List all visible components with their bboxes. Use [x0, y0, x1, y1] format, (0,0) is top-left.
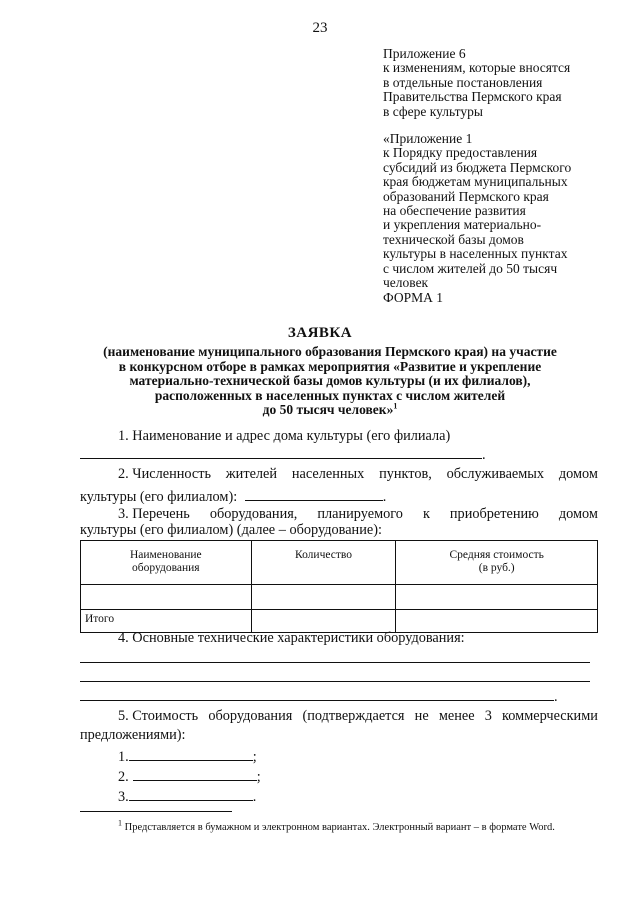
total-label: Итого: [81, 610, 252, 633]
offer-list-item: [118, 746, 257, 766]
offer-2-field[interactable]: [133, 766, 257, 781]
header-average-cost: Средняя стоимость (в руб.): [396, 541, 598, 585]
item-5-cont: предложениями):: [80, 727, 186, 743]
offer-number: 3.: [118, 789, 129, 805]
item-4-period: .: [554, 689, 558, 705]
subtitle-line: (наименование муниципального образования Пермского края) на участие: [103, 344, 557, 359]
footnote-separator: [80, 811, 232, 812]
offer-semicolon: ;: [252, 749, 257, 765]
appendix-6-line: Правительства Пермского края: [383, 89, 562, 105]
item-2-word: населенных: [291, 466, 365, 482]
appendix-6-line: в сфере культуры: [383, 103, 483, 119]
appendix-1-header: [383, 132, 623, 290]
subtitle-line: [60, 403, 600, 418]
item-2-cont-text: культуры (его филиалом):: [80, 489, 238, 505]
item-3-word: приобретению: [449, 506, 539, 522]
item-5-word: 5. Стоимость: [118, 708, 199, 724]
subtitle-line: материально-технической базы домов культуры (и их филиалов),: [129, 373, 531, 388]
subtitle-line-text: до 50 тысяч человек»: [262, 402, 394, 417]
item-2-word: обслуживаемых: [446, 466, 545, 482]
item-2-word: домом: [558, 466, 598, 482]
item-1-answer-line: [80, 444, 486, 464]
item-5-word: 3: [484, 708, 492, 724]
subtitle-line: расположенных в населенных пунктах с числом жителей: [154, 387, 506, 403]
item-5-word: менее: [438, 708, 475, 724]
form-label: ФОРМА 1: [383, 290, 443, 305]
appendix-6-line: Приложение 6: [383, 46, 466, 61]
offer-list-item: [118, 786, 256, 806]
footnote-mark: 1: [118, 818, 122, 828]
appendix-1-line: технической базы домов: [383, 231, 524, 247]
appendix-1-line: культуры в населенных пунктах: [383, 246, 568, 262]
offer-number: 2.: [118, 769, 129, 785]
item-1-period: .: [482, 447, 486, 463]
page-number: 23: [312, 20, 328, 36]
appendix-1-line: на обеспечение развития: [383, 203, 526, 219]
appendix-1-line: и укрепления материально-: [383, 217, 542, 233]
item-3-word: домом: [558, 506, 598, 522]
appendix-6-header: [383, 47, 623, 119]
table-cell-quantity[interactable]: [251, 585, 396, 610]
subtitle-line: в конкурсном отборе в рамках мероприятия «Развитие и укрепление: [118, 358, 542, 374]
item-3-word: оборудования,: [209, 506, 298, 522]
header-equipment-name: Наименование оборудования: [81, 541, 252, 585]
item-1-label: 1. Наименование и адрес дома культуры (его филиала): [118, 428, 451, 444]
tech-specs-line-2[interactable]: [80, 681, 590, 682]
item-5-word: коммерческими: [502, 708, 598, 724]
table-cell-equipment[interactable]: [81, 585, 252, 610]
table-cell-cost[interactable]: [396, 585, 598, 610]
item-2-period: .: [382, 489, 387, 505]
item-2-line: [118, 466, 598, 483]
header-quantity: Количество: [251, 541, 396, 585]
subtitle-footnote-mark: 1: [393, 401, 398, 411]
item-3-word: планируемого: [317, 506, 403, 522]
table-header-row: [81, 541, 598, 585]
item-2-word: пунктов,: [379, 466, 432, 482]
appendix-1-line: субсидий из бюджета Пермского: [383, 159, 572, 175]
item-3-word: к: [422, 506, 430, 522]
offer-1-field[interactable]: [129, 746, 253, 761]
appendix-6-line: в отдельные постановления: [383, 74, 543, 90]
offer-3-field[interactable]: [129, 786, 253, 801]
item-5-word: не: [414, 708, 429, 724]
footnote-text: Представляется в бумажном и электронном вариантах. Электронный вариант – в формате Word.: [124, 822, 555, 833]
item-2-word: 2. Численность: [118, 466, 211, 482]
item-2-cont-line: [80, 486, 386, 506]
table-row: [81, 585, 598, 610]
appendix-1-line: к Порядку предоставления: [383, 145, 538, 161]
offer-period: .: [252, 789, 257, 805]
tech-specs-field[interactable]: [80, 686, 554, 701]
offer-number: 1.: [118, 749, 129, 765]
document-title: ЗАЯВКА: [287, 325, 353, 341]
population-field[interactable]: [245, 486, 383, 501]
offer-list-item: [118, 766, 261, 786]
item-3-word: 3. Перечень: [118, 506, 190, 522]
appendix-6-line: к изменениям, которые вносятся: [383, 60, 571, 76]
item-5-word: оборудования: [208, 708, 293, 724]
appendix-1-line: образований Пермского края: [383, 188, 549, 204]
item-3-cont: культуры (его филиалом) (далее – оборудование):: [80, 522, 382, 538]
equipment-table: [80, 540, 598, 633]
tech-specs-line-3: [80, 686, 558, 706]
document-subtitle: [60, 345, 600, 418]
item-2-word: жителей: [225, 466, 278, 482]
footnote: [118, 818, 555, 833]
item-5-line: [118, 708, 598, 725]
tech-specs-line-1[interactable]: [80, 662, 590, 663]
appendix-1-line: человек: [383, 275, 429, 291]
offer-semicolon: ;: [256, 769, 261, 785]
appendix-1-line: края бюджетам муниципальных: [383, 174, 568, 190]
item-3-line: [118, 506, 598, 523]
culture-house-name-field[interactable]: [80, 444, 482, 459]
item-4-label: 4. Основные технические характеристики оборудования:: [118, 630, 465, 646]
item-5-word: (подтверждается: [302, 708, 405, 724]
appendix-1-line: с числом жителей до 50 тысяч: [383, 260, 558, 276]
appendix-1-line: «Приложение 1: [383, 131, 473, 146]
